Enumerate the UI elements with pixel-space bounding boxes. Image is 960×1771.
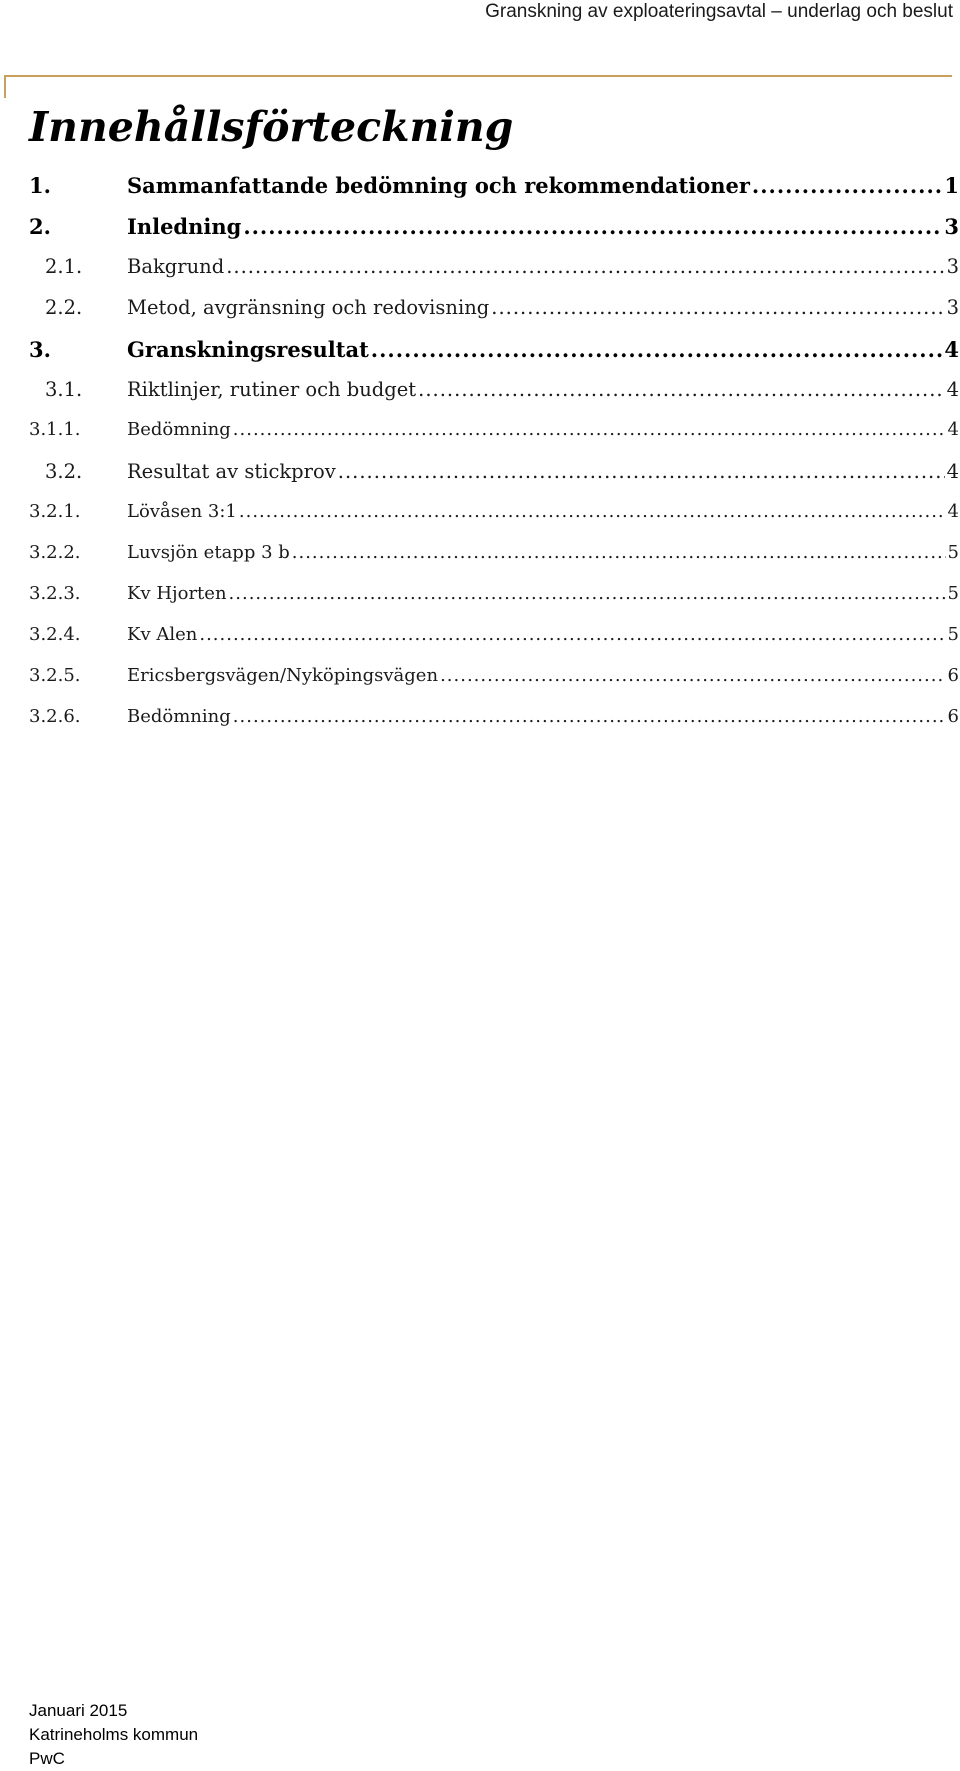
toc-entry-page: 5 [947, 583, 959, 604]
toc-entry[interactable] [29, 665, 959, 706]
toc-dot-leader [239, 501, 946, 522]
toc-entry-page: 3 [946, 255, 959, 278]
toc-entry[interactable] [29, 214, 959, 255]
toc-entry[interactable] [29, 501, 959, 542]
toc-entry-number: 2.1. [45, 255, 83, 278]
toc-entry-number: 3.2.5. [29, 665, 81, 686]
toc-entry-page: 3 [946, 296, 959, 319]
toc-entry[interactable] [29, 583, 959, 624]
toc-heading: Innehållsförteckning [29, 103, 514, 151]
toc-dot-leader [199, 624, 945, 645]
toc-entry-page: 6 [947, 706, 959, 727]
toc-dot-leader [233, 706, 946, 727]
toc-entry-number: 3.2.6. [29, 706, 81, 727]
toc-entry-label: Resultat av stickprov [127, 460, 336, 483]
toc-entry-page: 4 [947, 501, 959, 522]
toc-entry-page: 5 [947, 624, 959, 645]
toc-entry-number: 3. [29, 337, 51, 362]
toc-entry-label: Lövåsen 3:1 [127, 501, 237, 522]
toc-entry-page: 4 [946, 460, 959, 483]
toc-entry-number: 3.2.3. [29, 583, 81, 604]
toc-entry-label: Granskningsresultat [127, 337, 369, 362]
footer-organization: Katrineholms kommun [29, 1725, 199, 1744]
toc-entry-label: Riktlinjer, rutiner och budget [127, 378, 417, 401]
toc-entry-label: Ericsbergsvägen/Nyköpingsvägen [127, 665, 439, 686]
toc-dot-leader [226, 255, 944, 278]
toc-entry[interactable] [29, 378, 959, 419]
toc-dot-leader [371, 337, 943, 362]
toc-entry-number: 2. [29, 214, 51, 239]
toc-entry-number: 1. [29, 173, 51, 198]
toc-entry-number: 3.2. [45, 460, 83, 483]
header-rule-corner [4, 75, 6, 98]
toc-entry-number: 3.2.4. [29, 624, 81, 645]
toc-dot-leader [418, 378, 944, 401]
toc-dot-leader [440, 665, 945, 686]
toc-entry-label: Bedömning [127, 706, 231, 727]
toc-entry-label: Luvsjön etapp 3 b [127, 542, 290, 563]
toc-dot-leader [292, 542, 946, 563]
toc-entry[interactable] [29, 337, 959, 378]
toc-entry-label: Inledning [127, 214, 242, 239]
toc-entry-label: Metod, avgränsning och redovisning [127, 296, 490, 319]
document-footer [29, 1699, 198, 1771]
toc-entry[interactable] [29, 255, 959, 296]
toc-entry-page: 3 [944, 214, 959, 239]
toc-entry-page: 4 [946, 378, 959, 401]
toc-entry-page: 4 [947, 419, 959, 440]
toc-entry[interactable] [29, 173, 959, 214]
toc-entry[interactable] [29, 706, 959, 747]
toc-dot-leader [338, 460, 945, 483]
toc-entry-page: 1 [944, 173, 959, 198]
toc-dot-leader [229, 583, 946, 604]
toc-dot-leader [243, 214, 942, 239]
toc-entry-number: 3.1.1. [29, 419, 81, 440]
toc-entry-number: 3.1. [45, 378, 83, 401]
toc-entry-page: 5 [947, 542, 959, 563]
toc-entry-number: 2.2. [45, 296, 83, 319]
toc-entry[interactable] [29, 419, 959, 460]
toc-entry-label: Kv Hjorten [127, 583, 227, 604]
toc-entry-number: 3.2.2. [29, 542, 81, 563]
toc-entry-label: Bedömning [127, 419, 231, 440]
toc-entry-page: 6 [947, 665, 959, 686]
document-header-title: Granskning av exploateringsavtal – underlag och beslut [485, 1, 953, 22]
toc-dot-leader [752, 173, 942, 198]
toc-entry[interactable] [29, 624, 959, 665]
header-rule [4, 75, 952, 77]
toc-dot-leader [233, 419, 946, 440]
toc-entry-label: Sammanfattande bedömning och rekommendationer [127, 173, 750, 198]
toc-entry-label: Kv Alen [127, 624, 198, 645]
footer-date: Januari 2015 [29, 1701, 128, 1720]
toc-entry[interactable] [29, 460, 959, 501]
toc-entry[interactable] [29, 296, 959, 337]
toc-entry[interactable] [29, 542, 959, 583]
toc-entry-number: 3.2.1. [29, 501, 81, 522]
table-of-contents [29, 173, 959, 747]
footer-company: PwC [29, 1749, 65, 1768]
toc-entry-label: Bakgrund [127, 255, 225, 278]
toc-dot-leader [491, 296, 944, 319]
toc-entry-page: 4 [944, 337, 959, 362]
